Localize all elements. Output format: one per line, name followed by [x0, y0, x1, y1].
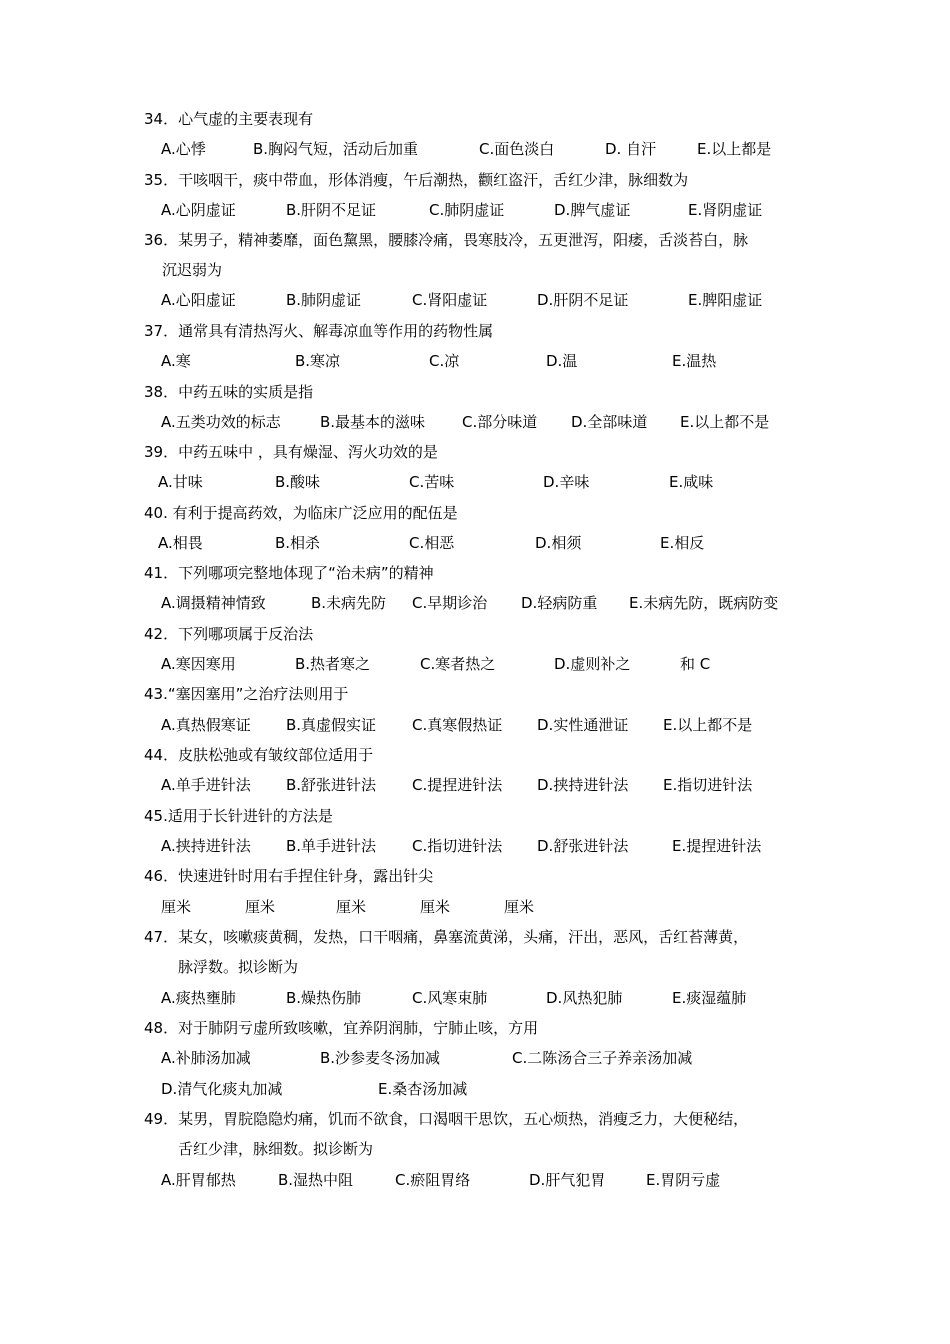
q42-option-b: B.热者寒之 — [295, 655, 371, 673]
q47-option-c: C.风寒束肺 — [412, 989, 488, 1007]
q41-option-d: D.轻病防重 — [521, 594, 598, 612]
question-44-stem: 44．皮肤松弛或有皱纹部位适用于 — [144, 746, 374, 764]
q36-option-b: B.肺阴虚证 — [286, 291, 362, 309]
q43-option-b: B.真虚假实证 — [286, 716, 377, 734]
q41-option-b: B.未病先防 — [311, 594, 387, 612]
q34-option-d: D. 自汗 — [605, 140, 657, 158]
q47-option-d: D.风热犯肺 — [546, 989, 623, 1007]
question-49-stem: 49．某男，胃脘隐隐灼痛，饥而不欲食，口渴咽干思饮，五心烦热，消瘦乏力，大便秘结， — [144, 1110, 749, 1128]
q46-option-5: 厘米 — [504, 898, 535, 916]
q44-option-b: B.舒张进针法 — [286, 776, 377, 794]
q36-option-a: A.心阳虚证 — [161, 291, 236, 309]
q35-option-d: D.脾气虚证 — [554, 201, 631, 219]
q40-option-c: C.相恶 — [409, 534, 455, 552]
q43-option-a: A.真热假寒证 — [161, 716, 251, 734]
q38-option-b: B.最基本的滋味 — [320, 413, 426, 431]
q39-option-c: C.苦味 — [409, 473, 455, 491]
q45-option-a: A.挟持进针法 — [161, 837, 251, 855]
question-37-stem: 37．通常具有清热泻火、解毒凉血等作用的药物性属 — [144, 322, 494, 340]
q34-option-c: C.面色淡白 — [479, 140, 555, 158]
q41-option-c: C.早期诊治 — [412, 594, 488, 612]
q36-option-e: E.脾阳虚证 — [688, 291, 763, 309]
question-36-stem-line-2: 沉迟弱为 — [162, 261, 223, 279]
question-48-stem: 48．对于肺阴亏虚所致咳嗽，宜养阴润肺，宁肺止咳，方用 — [144, 1019, 539, 1037]
q42-option-a: A.寒因寒用 — [161, 655, 236, 673]
q47-option-b: B.燥热伤肺 — [286, 989, 362, 1007]
q35-option-b: B.肝阴不足证 — [286, 201, 377, 219]
q46-option-1: 厘米 — [161, 898, 192, 916]
q38-option-a: A.五类功效的标志 — [161, 413, 281, 431]
q44-option-a: A.单手进针法 — [161, 776, 251, 794]
q42-option-e: 和 C — [680, 655, 711, 673]
q36-option-c: C.肾阳虚证 — [412, 291, 488, 309]
question-39-stem: 39．中药五味中 ，具有燥湿、泻火功效的是 — [144, 443, 438, 461]
q49-option-b: B.湿热中阻 — [278, 1171, 354, 1189]
q47-option-a: A.痰热壅肺 — [161, 989, 236, 1007]
q44-option-e: E.指切进针法 — [663, 776, 753, 794]
q44-option-d: D.挟持进针法 — [537, 776, 629, 794]
q45-option-d: D.舒张进针法 — [537, 837, 629, 855]
question-49-stem-line-2: 舌红少津，脉细数。拟诊断为 — [178, 1140, 374, 1158]
q39-option-a: A.甘味 — [158, 473, 203, 491]
q43-option-c: C.真寒假热证 — [412, 716, 503, 734]
q34-option-a: A.心悸 — [161, 140, 206, 158]
q43-option-e: E.以上都不是 — [663, 716, 753, 734]
question-43-stem: 43.“塞因塞用”之治疗法则用于 — [144, 685, 349, 703]
q45-option-b: B.单手进针法 — [286, 837, 377, 855]
q35-option-a: A.心阴虚证 — [161, 201, 236, 219]
question-36-stem: 36．某男子，精神萎靡，面色黧黑，腰膝冷痛，畏寒肢冷，五更泄泻，阳痿，舌淡苔白，脉 — [144, 231, 749, 249]
q39-option-d: D.辛味 — [543, 473, 590, 491]
q41-option-a: A.调摄精神情致 — [161, 594, 266, 612]
q44-option-c: C.提捏进针法 — [412, 776, 503, 794]
question-35-stem: 35．干咳咽干，痰中带血，形体消瘦，午后潮热，颧红盗汗，舌红少津，脉细数为 — [144, 171, 689, 189]
q39-option-b: B.酸味 — [275, 473, 321, 491]
q37-option-b: B.寒凉 — [295, 352, 341, 370]
q43-option-d: D.实性通泄证 — [537, 716, 629, 734]
question-41-stem: 41．下列哪项完整地体现了“治未病”的精神 — [144, 564, 434, 582]
q37-option-d: D.温 — [546, 352, 578, 370]
question-47-stem-line-2: 脉浮数。拟诊断为 — [178, 958, 299, 976]
q42-option-d: D.虚则补之 — [554, 655, 631, 673]
q48-option-d: D.清气化痰丸加减 — [161, 1080, 283, 1098]
q40-option-b: B.相杀 — [275, 534, 321, 552]
q40-option-e: E.相反 — [660, 534, 705, 552]
q38-option-c: C.部分味道 — [462, 413, 538, 431]
question-45-stem: 45.适用于长针进针的方法是 — [144, 807, 333, 825]
q49-option-c: C.瘀阻胃络 — [395, 1171, 471, 1189]
q34-option-b: B.胸闷气短，活动后加重 — [253, 140, 419, 158]
q45-option-e: E.提捏进针法 — [672, 837, 762, 855]
q39-option-e: E.咸味 — [669, 473, 714, 491]
q42-option-c: C.寒者热之 — [420, 655, 496, 673]
question-40-stem: 40. 有利于提高药效，为临床广泛应用的配伍是 — [144, 504, 458, 522]
q34-option-e: E.以上都是 — [697, 140, 772, 158]
question-34-stem: 34．心气虚的主要表现有 — [144, 110, 314, 128]
q37-option-a: A.寒 — [161, 352, 191, 370]
q35-option-c: C.肺阴虚证 — [429, 201, 505, 219]
question-47-stem: 47．某女，咳嗽痰黄稠，发热，口干咽痛，鼻塞流黄涕，头痛，汗出，恶风，舌红苔薄黄， — [144, 928, 749, 946]
q40-option-d: D.相须 — [535, 534, 582, 552]
q46-option-2: 厘米 — [245, 898, 276, 916]
question-38-stem: 38．中药五味的实质是指 — [144, 383, 314, 401]
q48-option-b: B.沙参麦冬汤加减 — [320, 1049, 441, 1067]
q37-option-e: E.温热 — [672, 352, 717, 370]
q49-option-e: E.胃阴亏虚 — [646, 1171, 721, 1189]
q38-option-e: E.以上都不是 — [680, 413, 770, 431]
question-42-stem: 42．下列哪项属于反治法 — [144, 625, 314, 643]
q40-option-a: A.相畏 — [158, 534, 203, 552]
q46-option-4: 厘米 — [420, 898, 451, 916]
q35-option-e: E.肾阴虚证 — [688, 201, 763, 219]
q49-option-a: A.肝胃郁热 — [161, 1171, 236, 1189]
q48-option-c: C.二陈汤合三子养亲汤加减 — [512, 1049, 693, 1067]
q38-option-d: D.全部味道 — [571, 413, 648, 431]
q45-option-c: C.指切进针法 — [412, 837, 503, 855]
q37-option-c: C.凉 — [429, 352, 460, 370]
q41-option-e: E.未病先防，既病防变 — [629, 594, 779, 612]
q46-option-3: 厘米 — [336, 898, 367, 916]
q48-option-e: E.桑杏汤加减 — [378, 1080, 468, 1098]
question-46-stem: 46．快速进针时用右手捏住针身，露出针尖 — [144, 867, 434, 885]
q49-option-d: D.肝气犯胃 — [529, 1171, 606, 1189]
q48-option-a: A.补肺汤加减 — [161, 1049, 251, 1067]
q36-option-d: D.肝阴不足证 — [537, 291, 629, 309]
q47-option-e: E.痰湿蕴肺 — [672, 989, 747, 1007]
